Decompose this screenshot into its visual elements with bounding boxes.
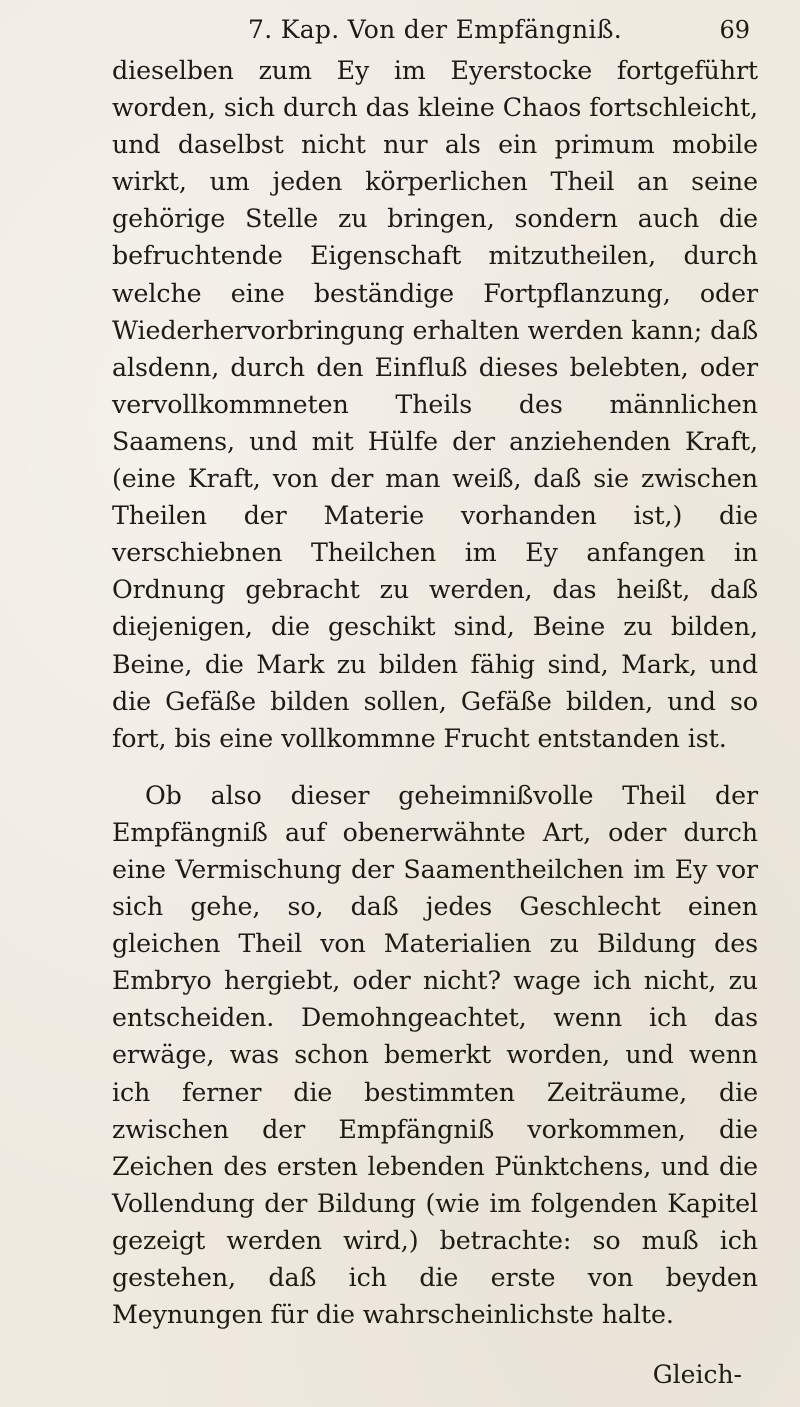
body-text xyxy=(112,52,758,1333)
paragraph-continuation: dieselben zum Ey im Eyerstocke fortgeführt worden, sich durch das kleine Chaos fortschleicht, und daselbst nicht nur als ein primum mobile wirkt, um jeden körperlichen Theil an seine gehörige Stelle zu bringen, sondern auch die befruchtende Eigenschaft mitzutheilen, durch welche eine beständige Fortpflanzung, oder Wiederhervorbringung erhalten werden kann; daß alsdenn, durch den Einfluß dieses belebten, oder vervollkommneten Theils des männlichen Saamens, und mit Hülfe der anziehenden Kraft, (eine Kraft, von der man weiß, daß sie zwischen Theilen der Materie vorhanden ist,) die verschiebnen Theilchen im Ey anfangen in Ordnung gebracht zu werden, das heißt, daß diejenigen, die geschikt sind, Beine zu bilden, Beine, die Mark zu bilden fähig sind, Mark, und die Gefäße bilden sollen, Gefäße bilden, und so fort, bis eine vollkommne Frucht entstanden ist. xyxy=(112,56,758,753)
catchword: Gleich- xyxy=(652,1360,742,1389)
paragraph: Ob also dieser geheimnißvolle Theil der Empfängniß auf obenerwähnte Art, oder durch eine Vermischung der Saamentheilchen im Ey vor sich gehe, so, daß jedes Geschlecht einen gleichen Theil von Materialien zu Bildung des Embryo hergiebt, oder nicht? wage ich nicht, zu entscheiden. Demohngeachtet, wenn ich das erwäge, was schon bemerkt worden, und wenn ich ferner die bestimmten Zeiträume, die zwischen der Empfängniß vorkommen, die Zeichen des ersten lebenden Pünktchens, und die Vollendung der Bildung (wie im folgenden Kapitel gezeigt werden wird,) betrachte: so muß ich gestehen, daß ich die erste von beyden Meynungen für die wahrscheinlichste halte. xyxy=(112,780,758,1330)
running-head xyxy=(112,10,758,50)
page-number: 69 xyxy=(719,16,750,44)
chapter-title: 7. Kap. Von der Empfängniß. xyxy=(248,15,622,44)
